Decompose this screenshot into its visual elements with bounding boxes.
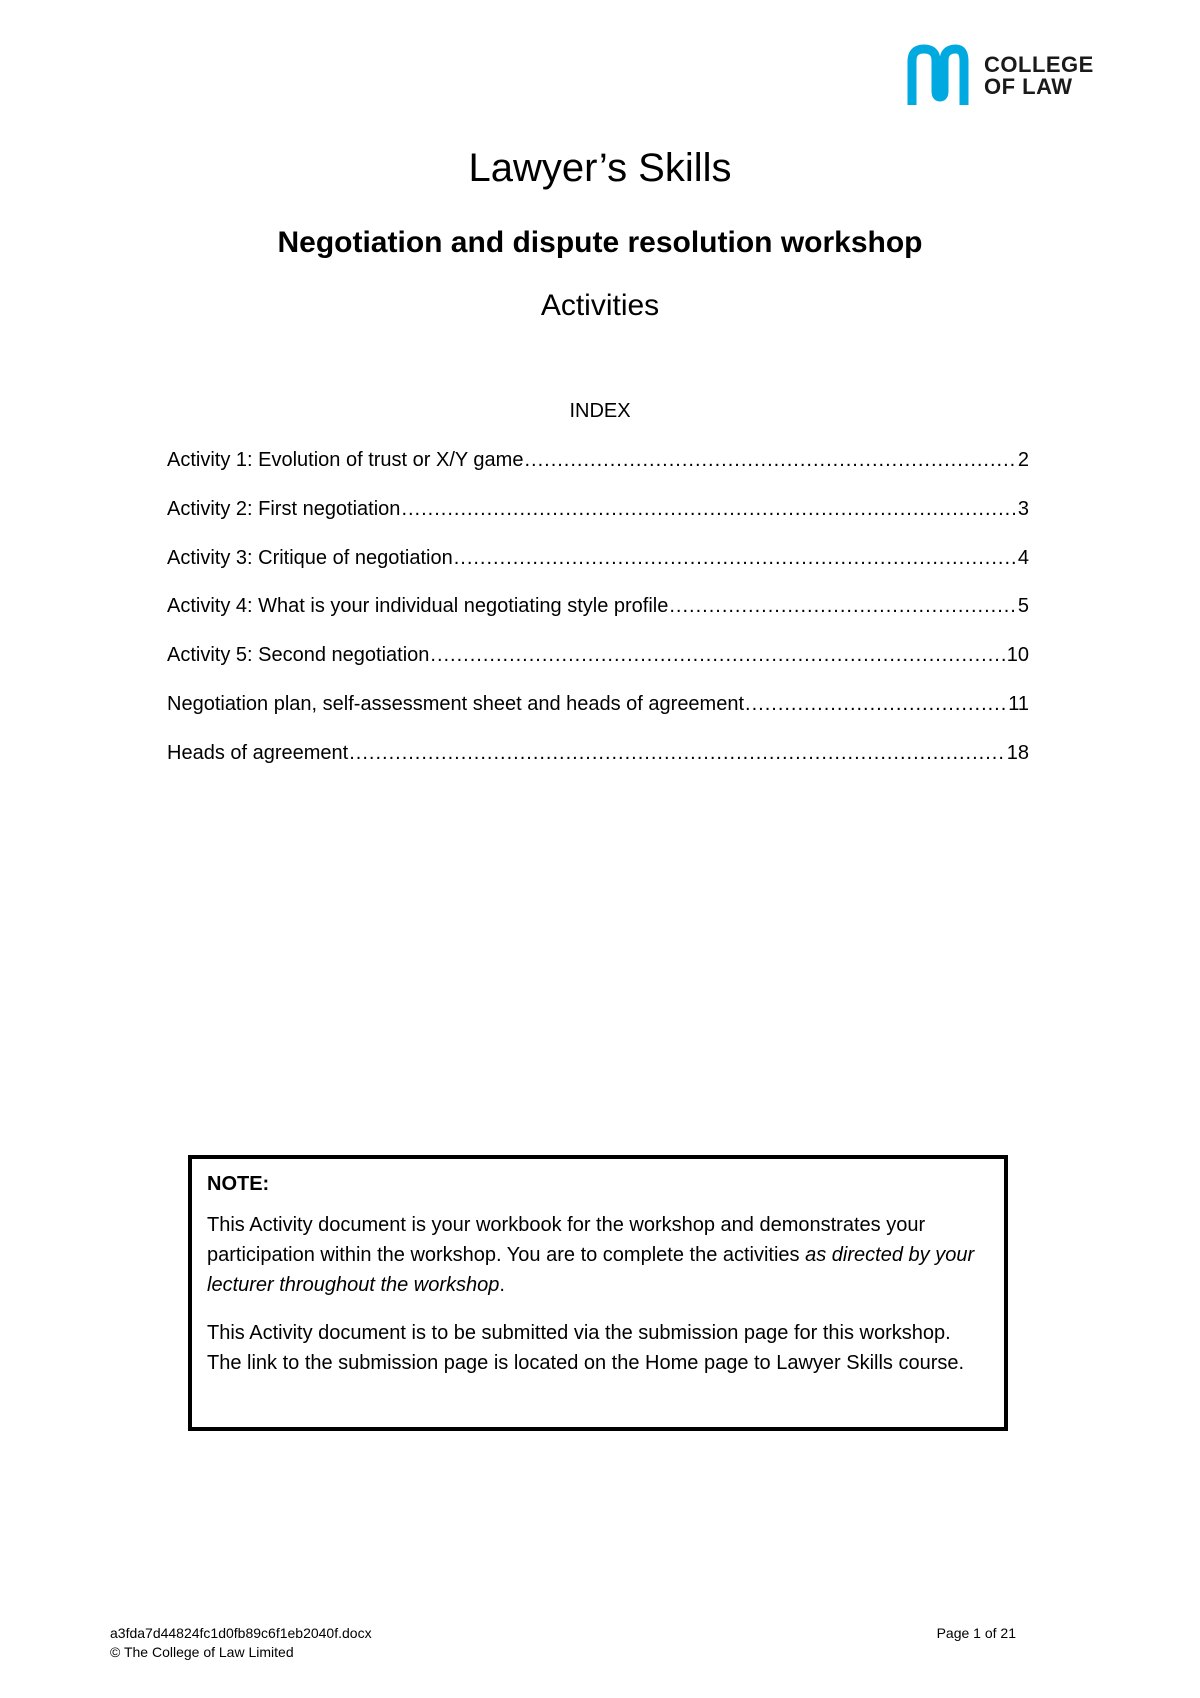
college-of-law-logo: [906, 40, 1106, 112]
note-paragraph-1-text: This Activity document is your workbook for the workshop and demonstrates your participation within the workshop. You are to complete the activities: [207, 1214, 926, 1266]
index-heading: INDEX: [569, 400, 631, 422]
toc-entry[interactable]: [167, 643, 1029, 692]
toc-dot-leader: [401, 497, 1016, 521]
toc-dot-leader: [524, 448, 1016, 472]
note-paragraph-2: This Activity document is to be submitted via the submission page for this workshop. The link to the submission page is located on the Home page to Lawyer Skills course.: [207, 1322, 965, 1374]
footer-filename: a3fda7d44824fc1d0fb89c6f1eb2040f.docx: [110, 1625, 372, 1641]
toc-entry-title: Negotiation plan, self-assessment sheet and heads of agreement: [167, 692, 745, 715]
toc-entry[interactable]: [167, 497, 1029, 546]
toc-entry-page: 3: [1017, 497, 1029, 520]
note-title: NOTE:: [207, 1173, 270, 1195]
toc-entry-page: 4: [1017, 546, 1029, 569]
note-paragraph-1: [207, 1210, 990, 1300]
logo-text: [984, 54, 1094, 98]
document-subtitle: Negotiation and dispute resolution workshop: [277, 226, 923, 259]
toc-entry-page: 11: [1008, 692, 1029, 715]
toc-entry-page: 5: [1017, 595, 1029, 618]
toc-entry-title: Activity 1: Evolution of trust or X/Y game: [167, 449, 524, 471]
toc-dot-leader: [745, 692, 1007, 716]
note-paragraph-1-italic: as directed by your lecturer throughout the workshop: [207, 1244, 975, 1296]
toc-entry-title: Activity 2: First negotiation: [167, 497, 401, 520]
toc-dot-leader: [669, 594, 1017, 618]
note-box: [188, 1155, 1008, 1431]
document-title: Lawyer’s Skills: [468, 146, 732, 190]
college-of-law-logo-icon: [906, 43, 970, 109]
note-paragraph-1-end: .: [499, 1274, 505, 1296]
toc-entry-title: Activity 3: Critique of negotiation: [167, 546, 453, 569]
toc-dot-leader: [454, 546, 1017, 570]
toc-entry-page: 18: [1006, 741, 1029, 764]
table-of-contents: [167, 448, 1029, 790]
toc-entry-page: 10: [1006, 644, 1029, 667]
toc-entry[interactable]: [167, 448, 1029, 497]
toc-entry[interactable]: [167, 546, 1029, 595]
toc-entry-page: 2: [1017, 449, 1029, 471]
toc-entry[interactable]: [167, 741, 1029, 790]
toc-entry-title: Activity 5: Second negotiation: [167, 644, 430, 667]
footer-left: [110, 1624, 372, 1662]
toc-dot-leader: [430, 643, 1005, 667]
toc-entry[interactable]: [167, 594, 1029, 643]
logo-text-line1: COLLEGE: [984, 52, 1094, 77]
document-subheading: Activities: [540, 289, 660, 322]
footer-copyright: © The College of Law Limited: [110, 1644, 294, 1660]
logo-text-line2: OF LAW: [984, 74, 1073, 99]
toc-entry-title: Activity 4: What is your individual negotiating style profile: [167, 595, 669, 618]
toc-entry[interactable]: [167, 692, 1029, 741]
footer-page-number: Page 1 of 21: [936, 1625, 1016, 1641]
toc-entry-title: Heads of agreement: [167, 741, 349, 764]
toc-dot-leader: [349, 741, 1006, 765]
